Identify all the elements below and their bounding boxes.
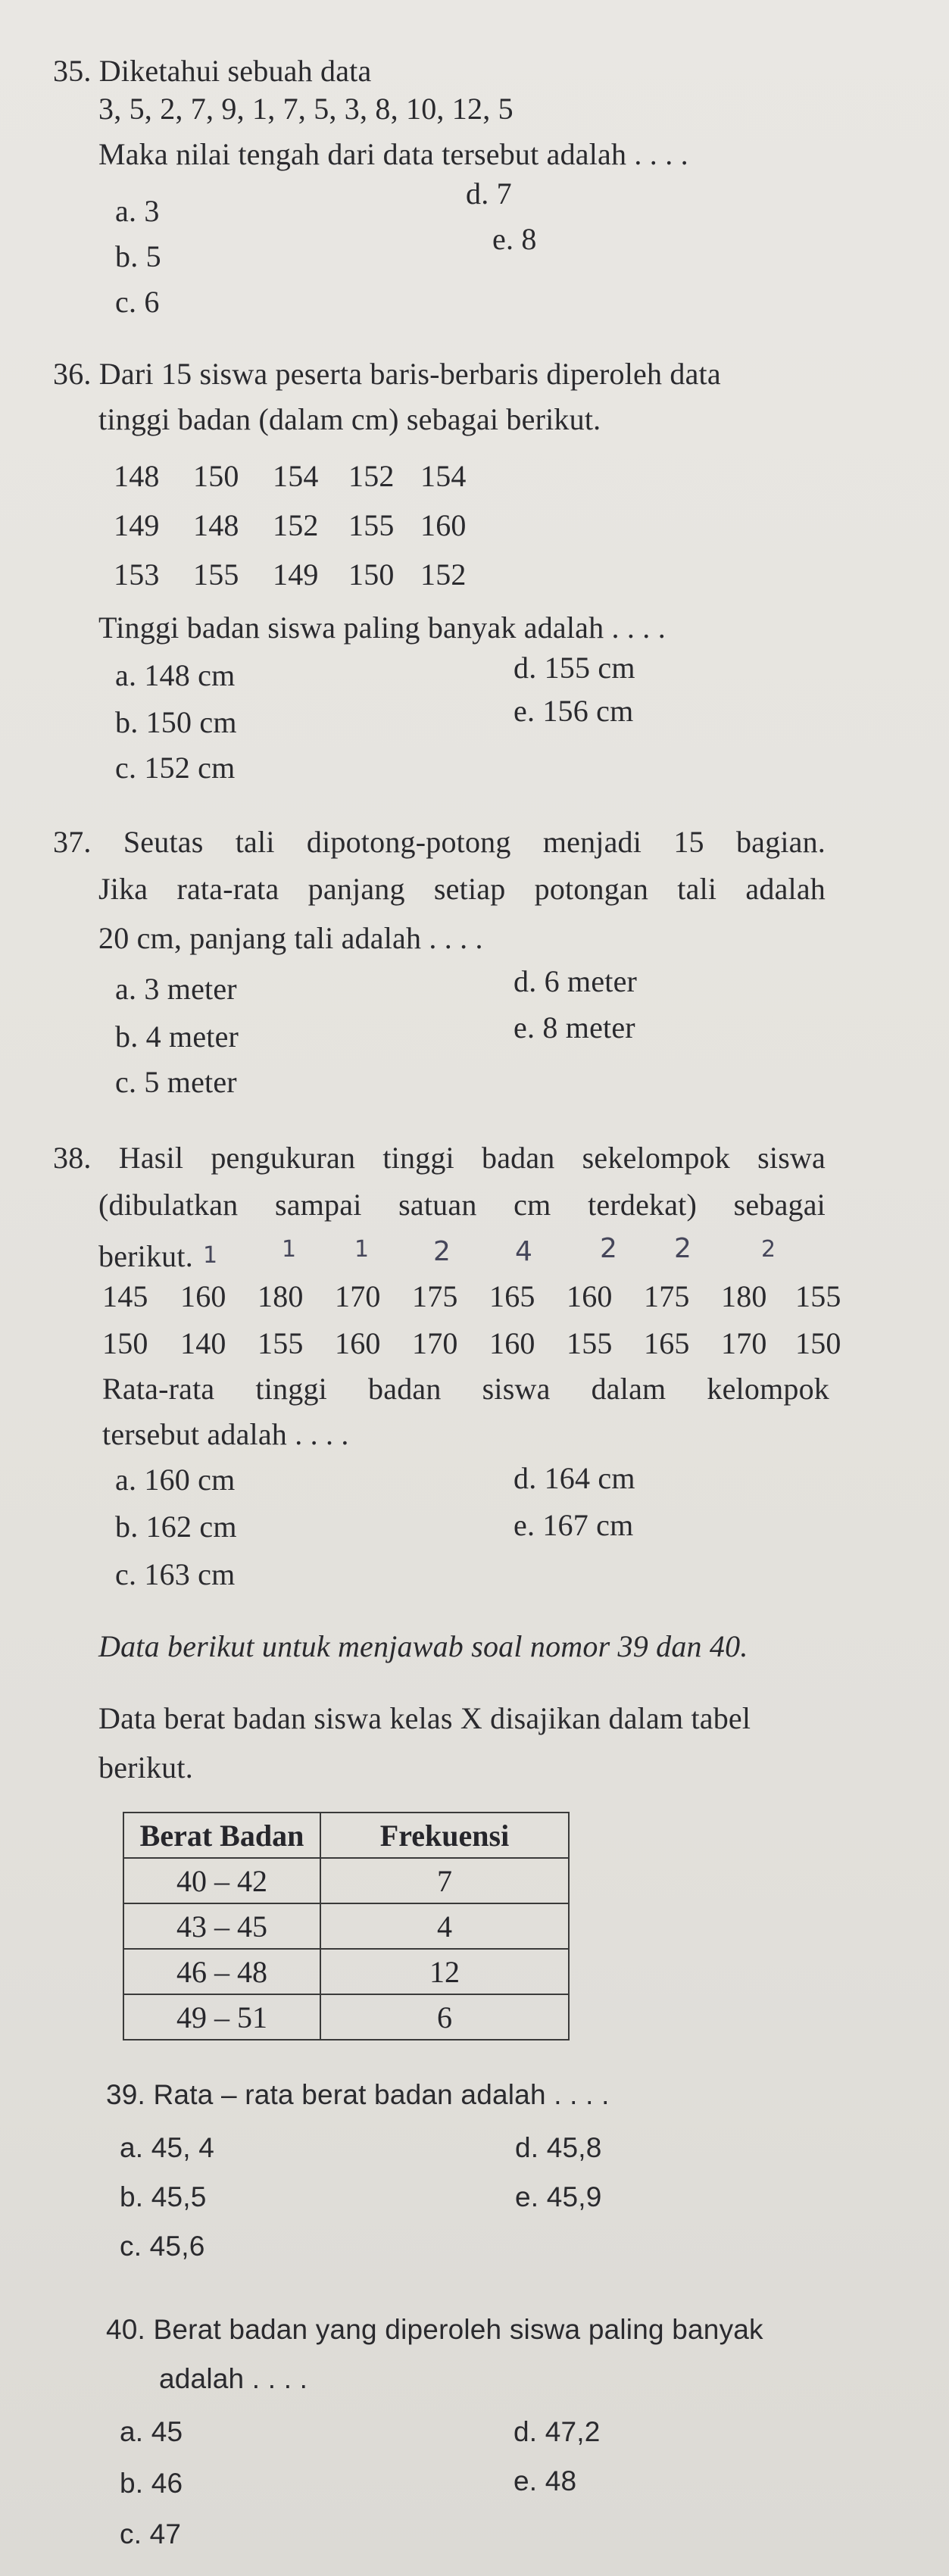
- q38-data-value: 175: [644, 1279, 690, 1313]
- table-row: [123, 1994, 569, 2040]
- q38-data-value: 140: [180, 1326, 226, 1360]
- q38-data-value: 170: [721, 1326, 767, 1360]
- instruction-note: Data berikut untuk menjawab soal nomor 39 dan 40.: [98, 1629, 748, 1663]
- q38-option-d: d. 164 cm: [514, 1461, 635, 1495]
- q38-option-e: e. 167 cm: [514, 1508, 634, 1542]
- q35-option-c: c. 6: [115, 285, 160, 319]
- q38-line1: 38. Hasil pengukuran tinggi badan sekelompok siswa: [53, 1141, 826, 1175]
- q39-option-a: a. 45, 4: [120, 2132, 215, 2163]
- table-row: [123, 1903, 569, 1949]
- q38-data-value: 145: [102, 1279, 148, 1313]
- q37-line3: 20 cm, panjang tali adalah . . . .: [98, 921, 483, 955]
- q37-option-a: a. 3 meter: [115, 972, 237, 1006]
- q38-option-b: b. 162 cm: [115, 1510, 237, 1544]
- q36-data-value: 152: [273, 508, 319, 542]
- table-header-row: [123, 1813, 569, 1858]
- q36-data-value: 149: [114, 508, 160, 542]
- q36-data-value: 148: [193, 508, 239, 542]
- handwritten-tally: 2: [674, 1233, 691, 1264]
- q38-line3: berikut.: [98, 1239, 193, 1273]
- q39-option-c: c. 45,6: [120, 2231, 205, 2262]
- q35-option-d: d. 7: [466, 176, 512, 211]
- q38-data-value: 170: [412, 1326, 458, 1360]
- q38-question-line1: Rata-rata tinggi badan siswa dalam kelompok: [102, 1372, 829, 1406]
- q38-option-a: a. 160 cm: [115, 1463, 236, 1497]
- q36-data-value: 152: [420, 557, 467, 592]
- q38-option-c: c. 163 cm: [115, 1557, 236, 1591]
- q38-data-value: 155: [258, 1326, 304, 1360]
- q38-data-value: 150: [102, 1326, 148, 1360]
- column-header-frequency: Frekuensi: [320, 1813, 569, 1858]
- q37-option-c: c. 5 meter: [115, 1065, 237, 1099]
- q36-option-d: d. 155 cm: [514, 651, 635, 685]
- q38-data-value: 170: [335, 1279, 381, 1313]
- q38-question-line2: tersebut adalah . . . .: [102, 1417, 349, 1451]
- q38-line2: (dibulatkan sampai satuan cm terdekat) sebagai: [98, 1188, 826, 1222]
- q38-data-value: 160: [335, 1326, 381, 1360]
- q37-option-d: d. 6 meter: [514, 964, 638, 998]
- q38-data-value: 160: [489, 1326, 535, 1360]
- handwritten-tally: 2: [433, 1236, 451, 1267]
- weight-range-cell: 40 – 42: [123, 1858, 320, 1903]
- q36-data-value: 148: [114, 459, 160, 493]
- q36-data-value: 150: [193, 459, 239, 493]
- q35-data: 3, 5, 2, 7, 9, 1, 7, 5, 3, 8, 10, 12, 5: [98, 92, 514, 126]
- q36-data-value: 155: [348, 508, 395, 542]
- q36-stem-line1: 36. Dari 15 siswa peserta baris-berbaris diperoleh data: [53, 357, 721, 391]
- table-intro-line2: berikut.: [98, 1750, 193, 1784]
- frequency-cell: 7: [320, 1858, 569, 1903]
- q35-stem: 35. Diketahui sebuah data: [53, 54, 372, 88]
- q40-option-c: c. 47: [120, 2518, 182, 2549]
- q38-data-value: 175: [412, 1279, 458, 1313]
- weight-frequency-table: [123, 1812, 570, 2041]
- handwritten-tally: 1: [282, 1236, 297, 1263]
- frequency-cell: 12: [320, 1949, 569, 1994]
- q36-data-value: 154: [273, 459, 319, 493]
- column-header-weight: Berat Badan: [123, 1813, 320, 1858]
- q40-option-e: e. 48: [514, 2465, 577, 2496]
- table-row: [123, 1858, 569, 1903]
- q37-line1: 37. Seutas tali dipotong-potong menjadi 15 bagian.: [53, 825, 826, 859]
- q39-option-b: b. 45,5: [120, 2181, 207, 2212]
- q36-data-value: 154: [420, 459, 467, 493]
- weight-range-cell: 49 – 51: [123, 1994, 320, 2040]
- weight-range-cell: 43 – 45: [123, 1903, 320, 1949]
- q40-option-b: b. 46: [120, 2468, 183, 2499]
- q40-line1: 40. Berat badan yang diperoleh siswa paling banyak: [106, 2314, 763, 2345]
- q38-data-value: 160: [567, 1279, 613, 1313]
- q35-option-e: e. 8: [492, 222, 537, 256]
- q37-option-e: e. 8 meter: [514, 1010, 635, 1044]
- q38-data-value: 150: [795, 1326, 841, 1360]
- q39-option-d: d. 45,8: [515, 2132, 602, 2163]
- q36-question: Tinggi badan siswa paling banyak adalah . . . .: [98, 610, 666, 645]
- q38-data-value: 160: [180, 1279, 226, 1313]
- q35-option-b: b. 5: [115, 239, 161, 273]
- q39-option-e: e. 45,9: [515, 2181, 602, 2212]
- frequency-cell: 4: [320, 1903, 569, 1949]
- q36-option-b: b. 150 cm: [115, 705, 237, 739]
- q38-data-value: 180: [721, 1279, 767, 1313]
- frequency-cell: 6: [320, 1994, 569, 2040]
- q36-data-value: 150: [348, 557, 395, 592]
- weight-range-cell: 46 – 48: [123, 1949, 320, 1994]
- q39-question: 39. Rata – rata berat badan adalah . . . .: [106, 2079, 610, 2110]
- q36-option-a: a. 148 cm: [115, 658, 236, 692]
- q37-line2: Jika rata-rata panjang setiap potongan tali adalah: [98, 872, 826, 906]
- q36-data-value: 153: [114, 557, 160, 592]
- table-row: [123, 1949, 569, 1994]
- q38-data-value: 165: [644, 1326, 690, 1360]
- handwritten-tally: 2: [761, 1236, 776, 1263]
- handwritten-tally: 2: [600, 1233, 617, 1264]
- q38-data-value: 180: [258, 1279, 304, 1313]
- q38-data-value: 165: [489, 1279, 535, 1313]
- q35-question: Maka nilai tengah dari data tersebut adalah . . . .: [98, 137, 688, 171]
- q36-stem-line2: tinggi badan (dalam cm) sebagai berikut.: [98, 402, 601, 436]
- q36-data-value: 155: [193, 557, 239, 592]
- q36-option-e: e. 156 cm: [514, 694, 634, 728]
- handwritten-tally: 1: [203, 1242, 218, 1269]
- q36-data-value: 152: [348, 459, 395, 493]
- q37-option-b: b. 4 meter: [115, 1019, 239, 1054]
- q36-data-value: 160: [420, 508, 467, 542]
- q36-option-c: c. 152 cm: [115, 751, 236, 785]
- handwritten-tally: 4: [515, 1236, 532, 1267]
- q40-option-a: a. 45: [120, 2416, 183, 2447]
- q35-option-a: a. 3: [115, 194, 160, 228]
- q40-line2: adalah . . . .: [159, 2363, 308, 2394]
- handwritten-tally: 1: [354, 1236, 370, 1263]
- table-intro-line1: Data berat badan siswa kelas X disajikan dalam tabel: [98, 1701, 751, 1735]
- q36-data-value: 149: [273, 557, 319, 592]
- q38-data-value: 155: [795, 1279, 841, 1313]
- q40-option-d: d. 47,2: [514, 2416, 601, 2447]
- q38-data-value: 155: [567, 1326, 613, 1360]
